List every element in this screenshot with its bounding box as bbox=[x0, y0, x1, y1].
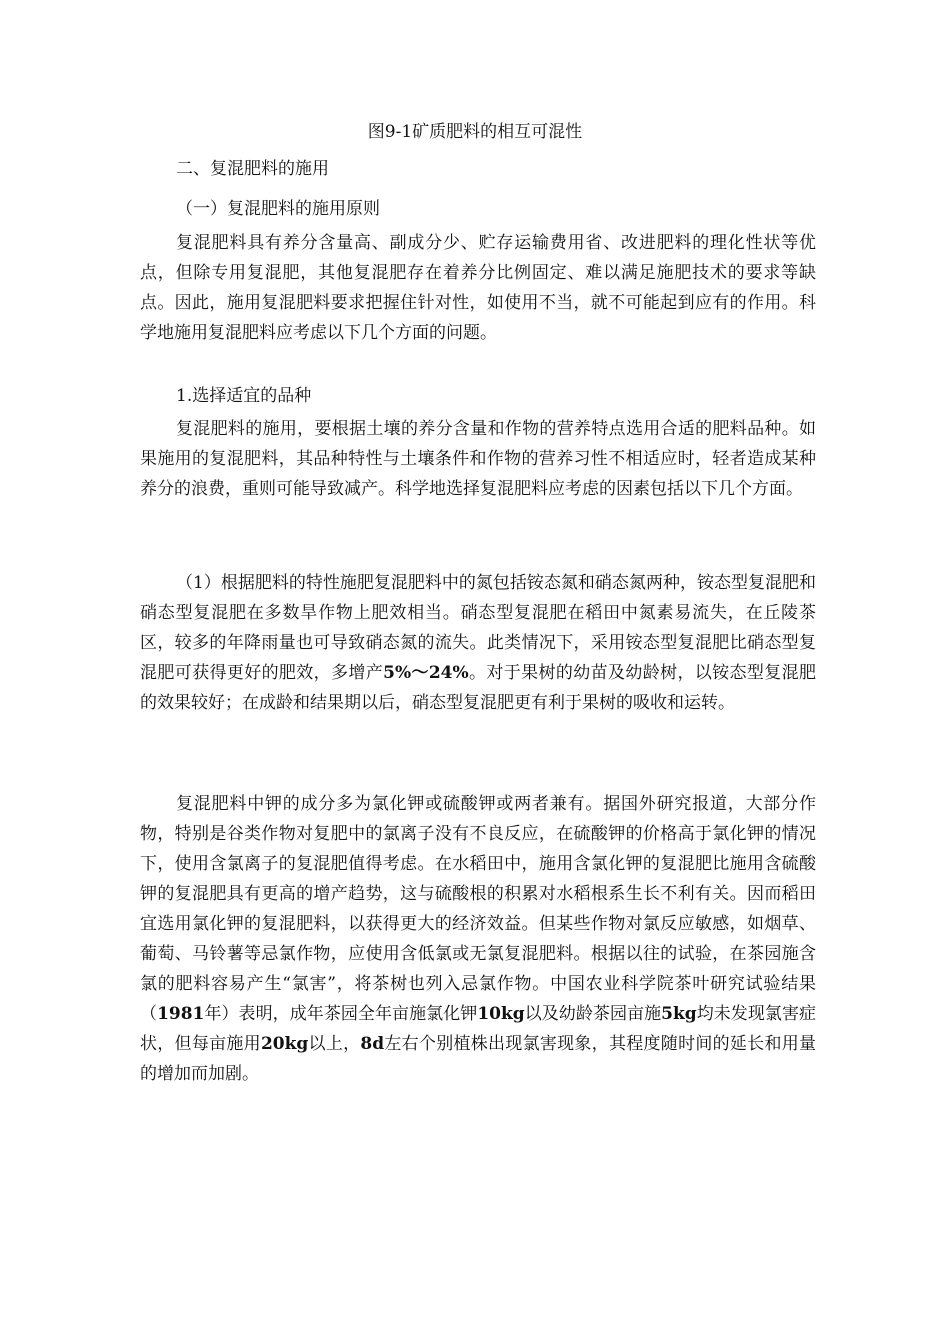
potassium-days: 8d bbox=[360, 1034, 385, 1054]
intro-paragraph: 复混肥料具有养分含量高、副成分少、贮存运输费用省、改进肥料的理化性状等优点，但除专用复混肥，其他复混肥存在着养分比例固定、难以满足施肥技术的要求等缺点。因此，施用复混肥料要求把握住针对性，如使用不当，就不可能起到应有的作用。科学地施用复混肥料应考虑以下几个方面的问题。 bbox=[140, 233, 816, 343]
nitrogen-text-a: （1）根据肥料的特性施肥复混肥料中的氮包括铵态氮和硝态氮两种，铵态型复混肥和硝态型复混肥在多数旱作物上肥效相当。硝态型复混肥在稻田中氮素易流失，在丘陵茶区，较多的年降雨量也可导致硝态氮的流失。此类情况下，采用铵态型复混肥比硝态型复混肥可获得更好的肥效，多增产 bbox=[140, 573, 816, 683]
nitrogen-paragraph bbox=[140, 568, 816, 718]
figure-caption: 图9-1矿质肥料的相互可混性 bbox=[367, 122, 583, 142]
nitrogen-text-b: 。对于果树的幼苗及幼龄树，以铵态型复混肥的效果较好；在成龄和结果期以后，硝态型复混肥更有利于果树的吸收和运转。 bbox=[140, 663, 817, 713]
potassium-dose-1: 10kg bbox=[477, 1004, 525, 1024]
variety-heading: 1.选择适宜的品种 bbox=[176, 386, 312, 406]
nitrogen-percent: 5%～24% bbox=[383, 663, 469, 683]
subsection-heading: （一）复混肥料的施用原则 bbox=[176, 199, 380, 219]
potassium-dose-3: 20kg bbox=[260, 1034, 309, 1054]
potassium-dose-2: 5kg bbox=[661, 1004, 697, 1024]
potassium-paragraph bbox=[140, 789, 816, 1089]
potassium-text-e: 以上， bbox=[308, 1034, 361, 1054]
potassium-text-f: 左右个别植株出现氯害现象，其程度随时间的延长和用量的增加而加剧。 bbox=[140, 1034, 817, 1084]
potassium-text-b: 年）表明，成年茶园全年亩施氯化钾 bbox=[204, 1004, 478, 1024]
section-heading: 二、复混肥料的施用 bbox=[176, 159, 329, 179]
variety-paragraph: 复混肥料的施用，要根据土壤的养分含量和作物的营养特点选用合适的肥料品种。如果施用的复混肥料，其品种特性与土壤条件和作物的营养习性不相适应时，轻者造成某种养分的浪费，重则可能导致减产。科学地选择复混肥料应考虑的因素包括以下几个方面。 bbox=[140, 419, 816, 499]
potassium-text-c: 以及幼龄茶园亩施 bbox=[524, 1004, 662, 1024]
potassium-text-d: 均未发现氯害症状，但每亩施用 bbox=[140, 1004, 817, 1054]
potassium-text-a: 复混肥料中钾的成分多为氯化钾或硫酸钾或两者兼有。据国外研究报道，大部分作物，特别是谷类作物对复肥中的氯离子没有不良反应，在硫酸钾的价格高于氯化钾的情况下，使用含氯离子的复混肥值得考虑。在水稻田中，施用含氯化钾的复混肥比施用含硫酸钾的复混肥具有更高的增产趋势，这与硫酸根的积累对水稻根系生长不利有关。因而稻田宜选用氯化钾的复混肥料，以获得更大的经济效益。但某些作物对氯反应敏感，如烟草、葡萄、马铃薯等忌氯作物，应使用含低氯或无氯复混肥料。根据以往的试验，在茶园施含氯的肥料容易产生“氯害”，将茶树也列入忌氯作物。中国农业科学院茶叶研究试验结果（ bbox=[140, 794, 816, 1024]
potassium-year: 1981 bbox=[157, 1004, 205, 1024]
